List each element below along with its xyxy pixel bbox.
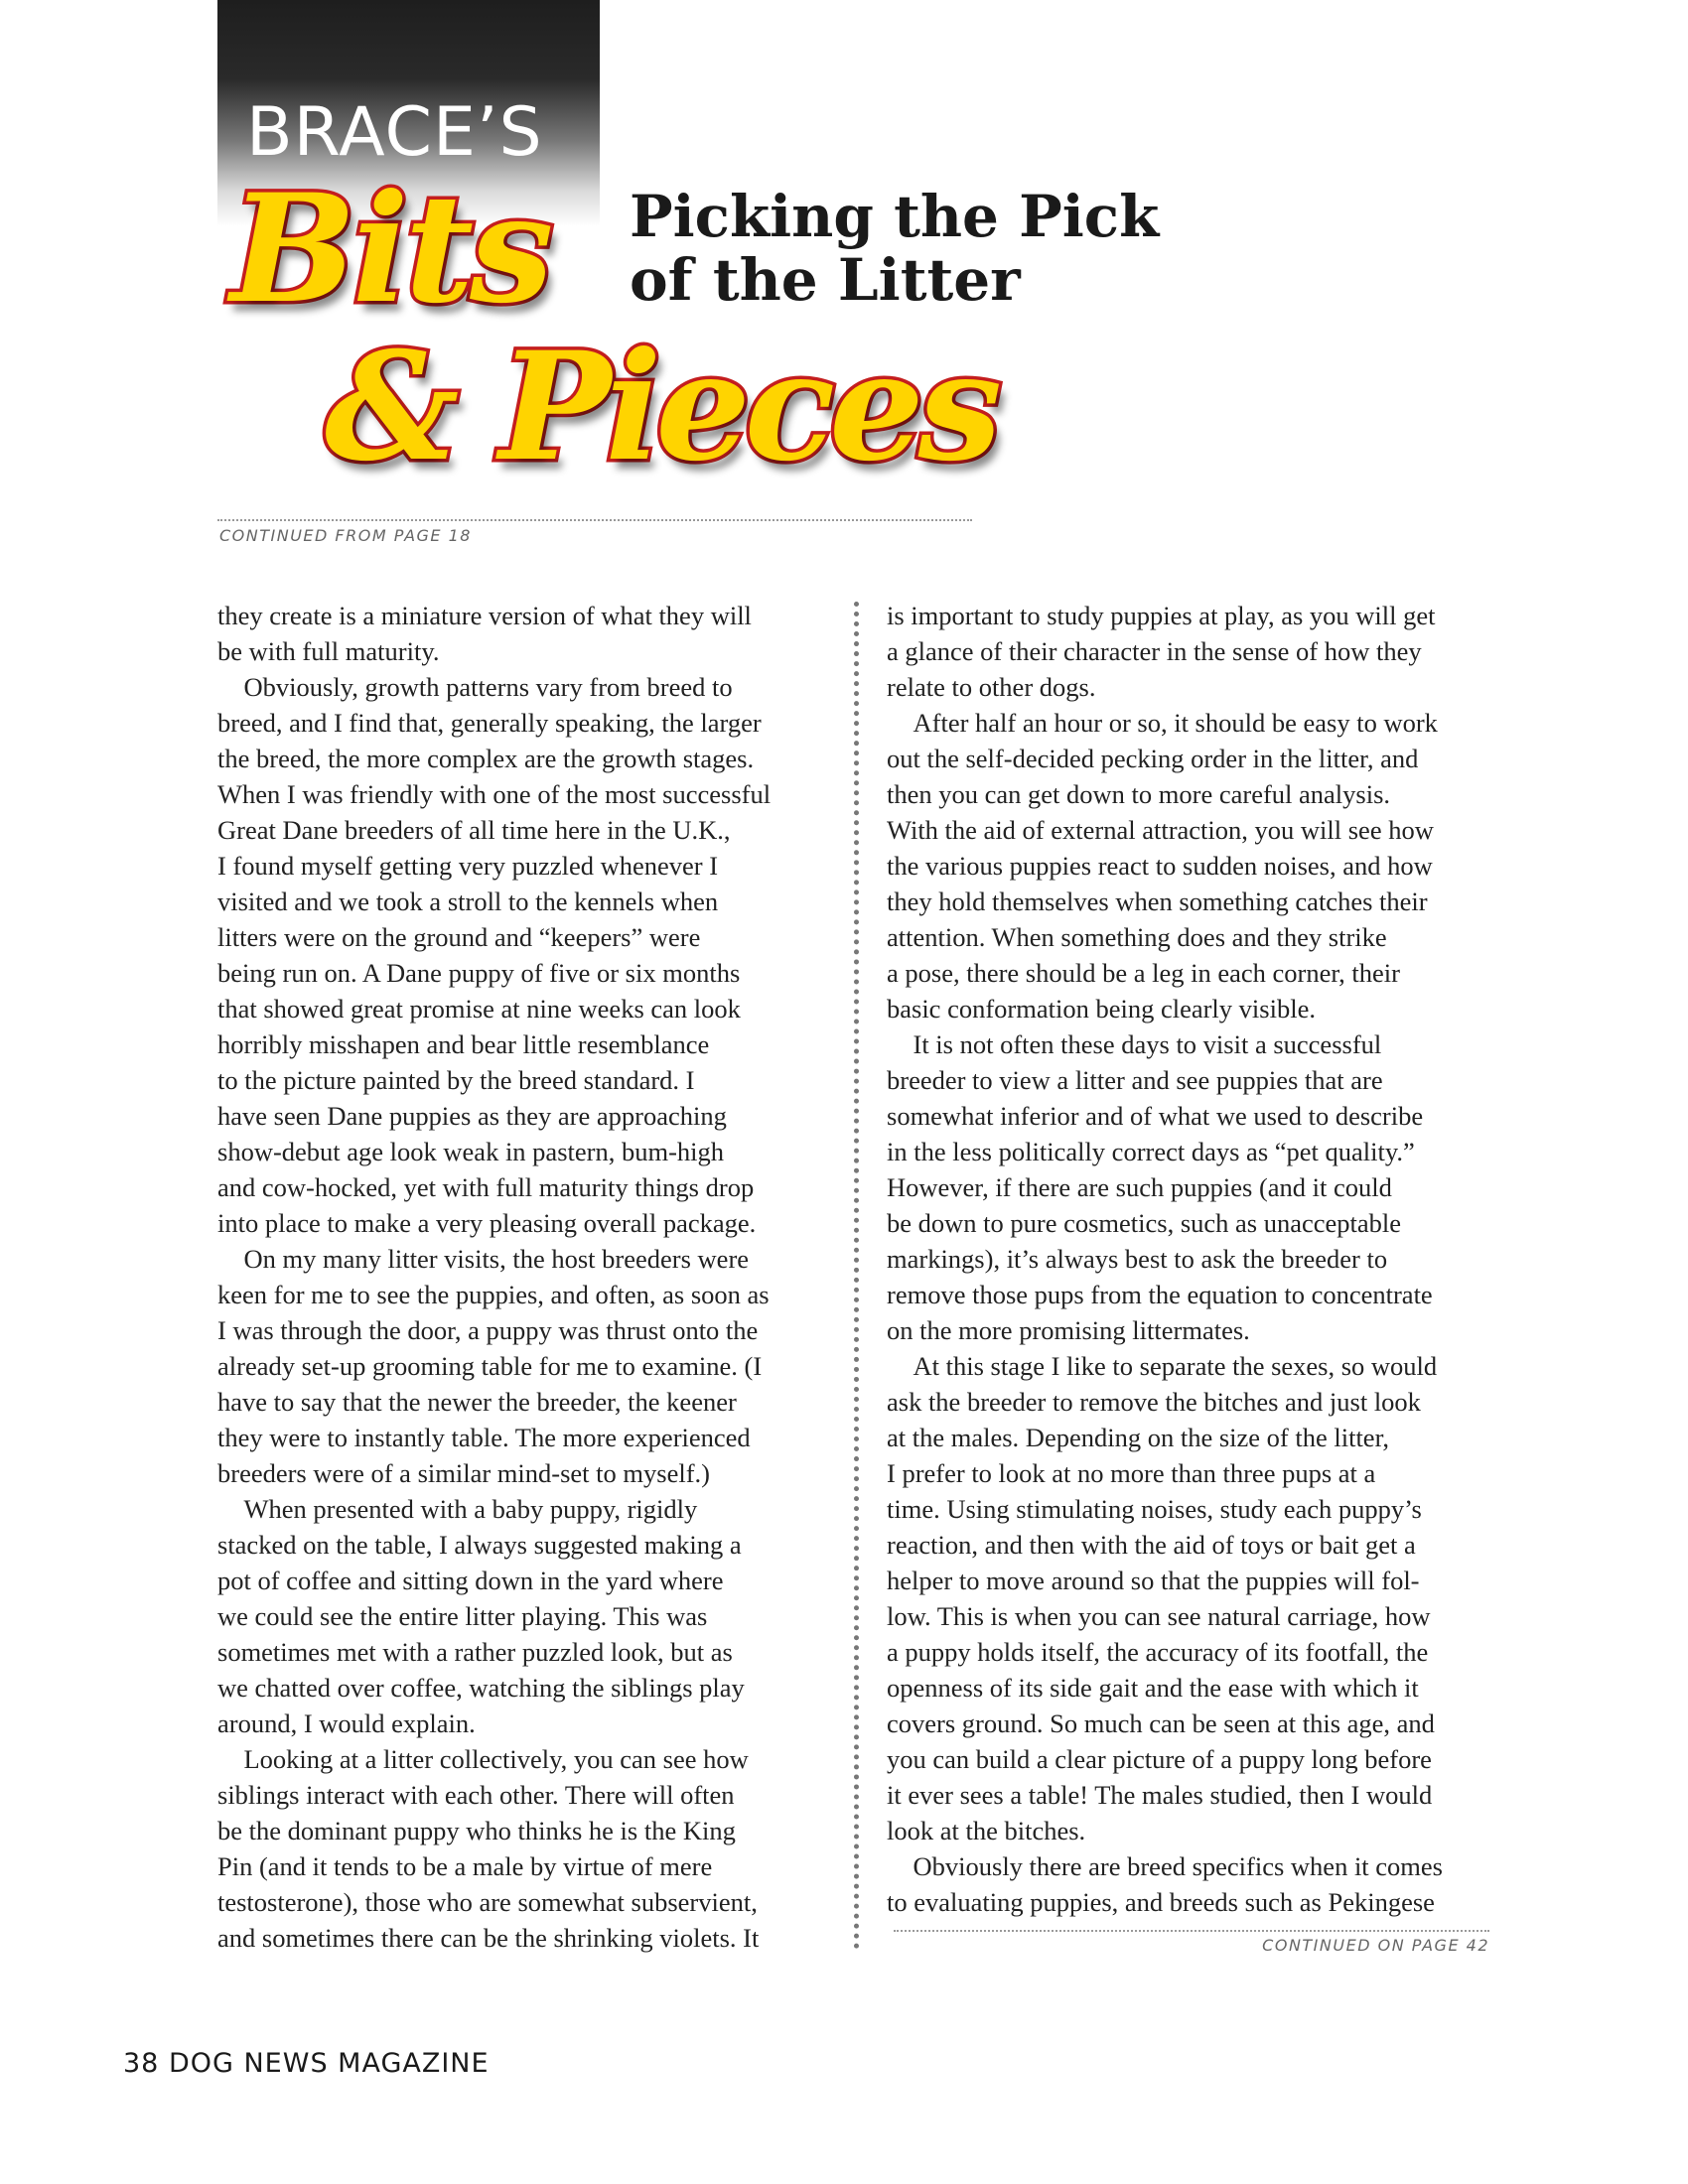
text-line: However, if there are such puppies (and it could [887,1172,1392,1202]
text-line: Pin (and it tends to be a male by virtue of mere [217,1851,713,1881]
text-line: we chatted over coffee, watching the siblings play [217,1673,745,1703]
text-line: openness of its side gait and the ease with which it [887,1673,1419,1703]
text-line: relate to other dogs. [887,672,1096,702]
text-line: attention. When something does and they strike [887,922,1387,952]
text-line: When presented with a baby puppy, rigidly [217,1494,698,1524]
text-line: visited and we took a stroll to the kennels when [217,887,719,916]
text-line: On my many litter visits, the host breeders were [217,1244,750,1274]
text-line: have seen Dane puppies as they are approaching [217,1101,727,1131]
text-line: out the self-decided pecking order in the litter, and [887,744,1419,773]
text-line: horribly misshapen and bear little resemblance [217,1029,710,1059]
text-line: I prefer to look at no more than three pups at a [887,1458,1376,1488]
text-line: remove those pups from the equation to concentrate [887,1280,1433,1309]
text-line: sometimes met with a rather puzzled look, but as [217,1637,733,1667]
text-line: With the aid of external attraction, you will see how [887,815,1434,845]
text-line: at the males. Depending on the size of the litter, [887,1423,1389,1452]
text-line: breed, and I find that, generally speaking, the larger [217,708,762,738]
text-line: Looking at a litter collectively, you can see how [217,1744,749,1774]
text-line: in the less politically correct days as “pet quality.” [887,1137,1415,1166]
text-line: testosterone), those who are somewhat subservient, [217,1887,758,1917]
text-line: into place to make a very pleasing overall package. [217,1208,757,1238]
text-line: keen for me to see the puppies, and often, as soon as [217,1280,770,1309]
text-line: I was through the door, a puppy was thrust onto the [217,1315,759,1345]
text-line: around, I would explain. [217,1708,476,1738]
text-line: basic conformation being clearly visible. [887,994,1316,1024]
text-line: you can build a clear picture of a puppy long before [887,1744,1432,1774]
text-line: they were to instantly table. The more experienced [217,1423,751,1452]
text-line: they create is a miniature version of what they will [217,601,752,630]
text-line: be with full maturity. [217,636,440,666]
page-folio: 38 DOG NEWS MAGAZINE [123,2048,490,2079]
text-line: is important to study puppies at play, as you will get [887,601,1436,630]
text-line: be down to pure cosmetics, such as unacceptable [887,1208,1402,1238]
text-line: we could see the entire litter playing. This was [217,1601,708,1631]
text-line: have to say that the newer the breeder, the keener [217,1387,737,1417]
text-line: and cow-hocked, yet with full maturity things drop [217,1172,755,1202]
text-line: it ever sees a table! The males studied, then I would [887,1780,1433,1810]
text-line: reaction, and then with the aid of toys or bait get a [887,1530,1416,1560]
text-line: the breed, the more complex are the growth stages. [217,744,755,773]
text-line: covers ground. So much can be seen at this age, and [887,1708,1435,1738]
text-line: I found myself getting very puzzled whenever I [217,851,719,881]
masthead-kicker: BRACE’S [246,93,543,172]
text-line: At this stage I like to separate the sexes, so would [887,1351,1438,1381]
column-divider [854,602,859,1950]
text-line: already set-up grooming table for me to examine. (I [217,1351,763,1381]
continued-on-label: CONTINUED ON PAGE 42 [1262,1936,1489,1955]
text-line: breeders were of a similar mind-set to myself.) [217,1458,710,1488]
text-line: that showed great promise at nine weeks can look [217,994,741,1024]
article-column-right [887,598,1492,1920]
text-line: then you can get down to more careful analysis. [887,779,1391,809]
masthead-script-line1: Bits [230,162,550,337]
text-line: time. Using stimulating noises, study each puppy’s [887,1494,1422,1524]
text-line: be the dominant puppy who thinks he is the King [217,1816,736,1845]
text-line: a glance of their character in the sense of how they [887,636,1422,666]
text-line: the various puppies react to sudden noises, and how [887,851,1433,881]
text-line: siblings interact with each other. There will often [217,1780,735,1810]
text-line: Obviously there are breed specifics when it comes [887,1851,1443,1881]
text-line: When I was friendly with one of the most successful [217,779,772,809]
text-line: look at the bitches. [887,1816,1086,1845]
text-line: on the more promising littermates. [887,1315,1250,1345]
text-line: somewhat inferior and of what we used to describe [887,1101,1424,1131]
text-line: After half an hour or so, it should be easy to work [887,708,1438,738]
text-line: a pose, there should be a leg in each corner, their [887,958,1400,988]
top-dotted-rule [217,519,972,521]
continued-from-label: CONTINUED FROM PAGE 18 [219,526,472,545]
text-line: stacked on the table, I always suggested making a [217,1530,742,1560]
text-line: Great Dane breeders of all time here in the U.K., [217,815,731,845]
text-line: show-debut age look weak in pastern, bum-high [217,1137,725,1166]
article-column-left [217,598,823,1956]
text-line: pot of coffee and sitting down in the yard where [217,1566,724,1595]
article-title-line2: of the Litter [630,246,1021,314]
text-line: low. This is when you can see natural carriage, how [887,1601,1431,1631]
text-line: ask the breeder to remove the bitches and just look [887,1387,1421,1417]
text-line: Obviously, growth patterns vary from breed to [217,672,733,702]
article-title [630,185,1159,312]
text-line: markings), it’s always best to ask the breeder to [887,1244,1388,1274]
text-line: to the picture painted by the breed standard. I [217,1065,695,1095]
text-line: being run on. A Dane puppy of five or six months [217,958,741,988]
text-line: It is not often these days to visit a successful [887,1029,1382,1059]
text-line: helper to move around so that the puppies will fol- [887,1566,1420,1595]
text-line: a puppy holds itself, the accuracy of its footfall, the [887,1637,1429,1667]
masthead-script-line2: & Pieces [325,320,997,494]
text-line: they hold themselves when something catches their [887,887,1428,916]
text-line: litters were on the ground and “keepers” were [217,922,701,952]
text-line: breeder to view a litter and see puppies that are [887,1065,1383,1095]
text-line: and sometimes there can be the shrinking violets. It [217,1923,760,1953]
article-title-line1: Picking the Pick [630,183,1160,250]
text-line: to evaluating puppies, and breeds such as Pekingese [887,1887,1435,1917]
bottom-dotted-rule [894,1930,1489,1932]
